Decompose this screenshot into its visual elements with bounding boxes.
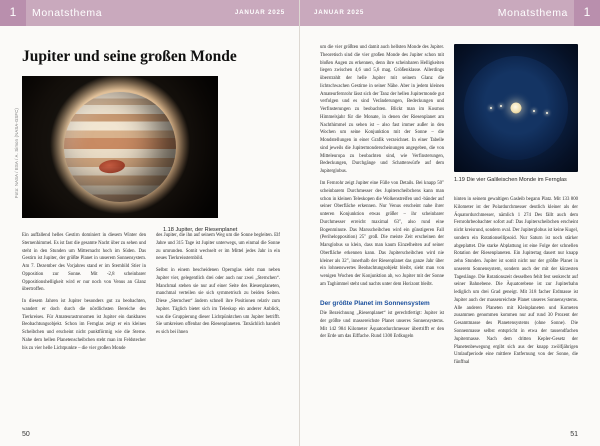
running-head-right — [300, 0, 600, 26]
photo-credit: Foto: NASA / ESA / A. Simon (NASA-GSFC) — [14, 108, 19, 198]
body-column-2 — [156, 232, 280, 341]
jupiter-photo-image — [22, 76, 218, 218]
page-right — [300, 0, 600, 446]
paragraph: In diesem Jahren ist Jupiter besonders gut zu beobachten, wandert er doch durch die nördlichsten Bereiche des Tierkreises. Für Amateurastronomen ist Jupiter ein dankbares Beobachtungsobjekt. Schon im Fernglas zeigt er ein kleines Scheibchen und erscheint nicht punktförmig wie die Sterne. Nahe dem hellen Planetenscheibchen steht man im Feldstecher bis zu vier helle Lichtpunkte – die vier großen Monde — [22, 299, 146, 351]
jupiter-point — [511, 103, 522, 114]
chapter-number-right: 1 — [583, 5, 591, 19]
paragraph: um die vier größten und damit auch hellsten Monde des Jupiter. Theoretisch sind die vier großen Monde des Jupiter schon mit bloßen Augen zu erkennen, denn ihre scheinbaren Helligkeiten liegen zwischen 4,6 und 5,6 mag. Größenklasse. Allerdings überstrahlt der helle Jupiter mit seinem Glanz die lichtschwachen Gestirne in seiner Nähe. Aber in jedem kleinen Amateurfernrohr lässt sich der Tanz der hellen Jupitermonde gut verfolgen und es sind Veränderungen, Bedeckungen und Verfinsterungen zu beobachten. Blickt man im Kosmos Himmelsjahr für die Monate, in denen der Riesenplanet am Nachthimmel zu sehen ist – also fast immer außer in den Wochen um seine Konjunktion mit der Sonne – die Mondstellungen in einer Grafik verzeichnet. In einer Tabelle sind jeweils die Jupitermonderscheinungen angegeben, die von Mitteleuropa zu beobachten sind, wie Verfinsterungen, Bedeckungen, Durchgänge und Schattenwürfe auf dem Jupiterglobus. — [320, 45, 444, 175]
issue-date-left: JANUAR 2025 — [234, 9, 285, 16]
paragraph: Ein auffallend helles Gestirn dominiert in diesem Winter den Sternenhimmel. Es ist fast die gesamte Nacht über zu sehen und steht in den Stunden um Mitternacht hoch im Süden. Das Gestirn ist Jupiter, der größte Planet in unserem Sonnensystem. Am 7. Dezember des Vorjahres stand er im Sternbild Stier in Opposition zur Sonne. Mit -2,8 scheinbarer Oppositionshelligkeit wird er nur noch von Venus an Glanz übertroffen. — [22, 233, 146, 293]
paragraph: Selbst in einem bescheidenen Opernglas sieht man neben Jupiter vier, gelegentlich drei oder auch nur zwei „Sternchen“. Manchmal stehen sie nur auf einer Seite des Riesenplaneten, manchmal verteilen sie sich symmetrisch zu beiden Seiten. Diese „Sternchen“ ändern schnell ihre Positionen relativ zum Jupiter. Täglich bietet sich im Teleskop ein anderer Anblick, was die Gruppierung dieser Lichtpünktchen um Jupiter betrifft. Sie umkreisen offenbar den Riesenplaneten. Tatsächlich handelt es sich bei ihnen — [156, 268, 280, 336]
paragraph: Die Bezeichnung „Riesenplanet“ ist gerechtfertigt: Jupiter ist der größte und massereichste Planet unseres Sonnensystems. Mit 142 984 Kilometer Äquatordurchmesser übertrifft er den der Erde um das Elffache. Rund 1300 Erdkugeln — [320, 311, 444, 340]
issue-date-right: JANUAR 2025 — [314, 9, 365, 16]
figure-caption-right: 1.19 Die vier Galileischen Monde im Fernglas — [454, 177, 567, 183]
paragraph: Im Fernrohr zeigt Jupiter eine Fülle von Details. Bei knapp 50" scheinbarem Durchmesser des Jupiterscheibchens kann man schon in kleinen Teleskopen die Wolkenstreifen und -bänder auf seiner Oberfläche erkennen. Nur Venus erscheint nahe ihrer unteren Konjunktion etwas größer – ihr scheinbarer Durchmesser erreicht maximal 63", also rund eine Bogenminute. Das Marsscheibchen wird ein günstigeren Fall (Perihelopposition) 25" groß. Die meiste Zeit erscheinen der Marsglobus so klein, dass man kaum Einzelheiten auf seiner Oberfläche erkennen kann. Das Jupiterscheibchen wird nie kleiner als 32", innerhalb der Riesenplanet das ganze Jahr über ein lohnenswertes Beobachtungsobjekt bleibt, sieht man von wenigen Wochen der Konjunktion ab, wo Jupiter mit der Sonne am Taghimmel steht und nachts unter dem Horizont bleibt. — [320, 181, 444, 287]
jupiter-disc — [64, 92, 176, 202]
moons-telescope-image — [454, 44, 578, 172]
body-column-1 — [22, 232, 146, 356]
paragraph: des Jupiter, die ihn auf seinem Weg um die Sonne begleiten. Elf Jahre und 315 Tage ist Jupiter unterwegs, um einmal die Sonne zu umrunden. Somit wechselt er im Mittel jedes Jahr in ein neues Tierkreissternbild. — [156, 233, 280, 262]
running-head-left — [0, 0, 299, 26]
chapter-title-left: Monatsthema — [32, 7, 103, 19]
section-subheading: Der größte Planet im Sonnensystem — [320, 300, 430, 307]
great-red-spot — [98, 159, 125, 175]
page-number-left: 50 — [22, 431, 30, 438]
body-column-3 — [320, 44, 444, 293]
figure-caption-left: 1.18 Jupiter, der Riesenplanet — [163, 227, 238, 233]
body-column-4 — [454, 196, 578, 371]
jupiter-photo — [22, 76, 218, 218]
chapter-number-left: 1 — [9, 5, 17, 19]
body-column-3b — [320, 310, 444, 345]
chapter-title-right: Monatsthema — [497, 7, 568, 19]
page-number-right: 51 — [570, 431, 578, 438]
page-title: Jupiter und seine großen Monde — [22, 48, 237, 65]
paragraph: hinten in seinem gewaltigen Gasleib begann Platz. Mit 133 800 Kilometer ist der Polardurchmesser deutlich kleiner als der Äquatordurchmesser, nämlich 1 274 Des fällt auch dem Fernrohrbeobachter sofort auf: Das Jupiterscheibchen erscheint nicht kreisrund, sondern oval. Der Jupiterglobus ist keine Kugel, sondern ein Rotationsellipsoid. Nur Saturn ist noch stärker abgeplattet. Die starke Abplattung ist eine Folge der schnellen Rotation der Riesenplaneten. Ein Jupitertag dauert nur knapp zehn Stunden. Jupiter ist somit nicht nur der größte Planet in unserem Sonnensystem, sondern auch der mit der kürzesten Tageslänge. Die Rotationszeit desselben fehlt fest senkrecht auf seiner Bahnebene. Die Äquatorebene ist zur Jupiterbahn lediglich um drei Grad geneigt. Mit 318 facher Erdmasse ist Jupiter auch der massenreichste Planet unseres Sonnensystems. Alle anderen Planeten mit Kleinplaneten und Kometen zusammen genommen kommen nur auf rund 30 Prozent der Gesamtmasse des Planetensystems (ohne Sonne). Die Sonnenmasse selbst entspricht in etwa der tausendfachen Jupitermasse. Nach dem dritten Kepler-Gesetz der Planetenbewegung ergibt sich aus der knapp zwölfjährigen Umlaufperiode eine mittlere Entfernung von der Sonne, die fünffnal — [454, 197, 578, 366]
